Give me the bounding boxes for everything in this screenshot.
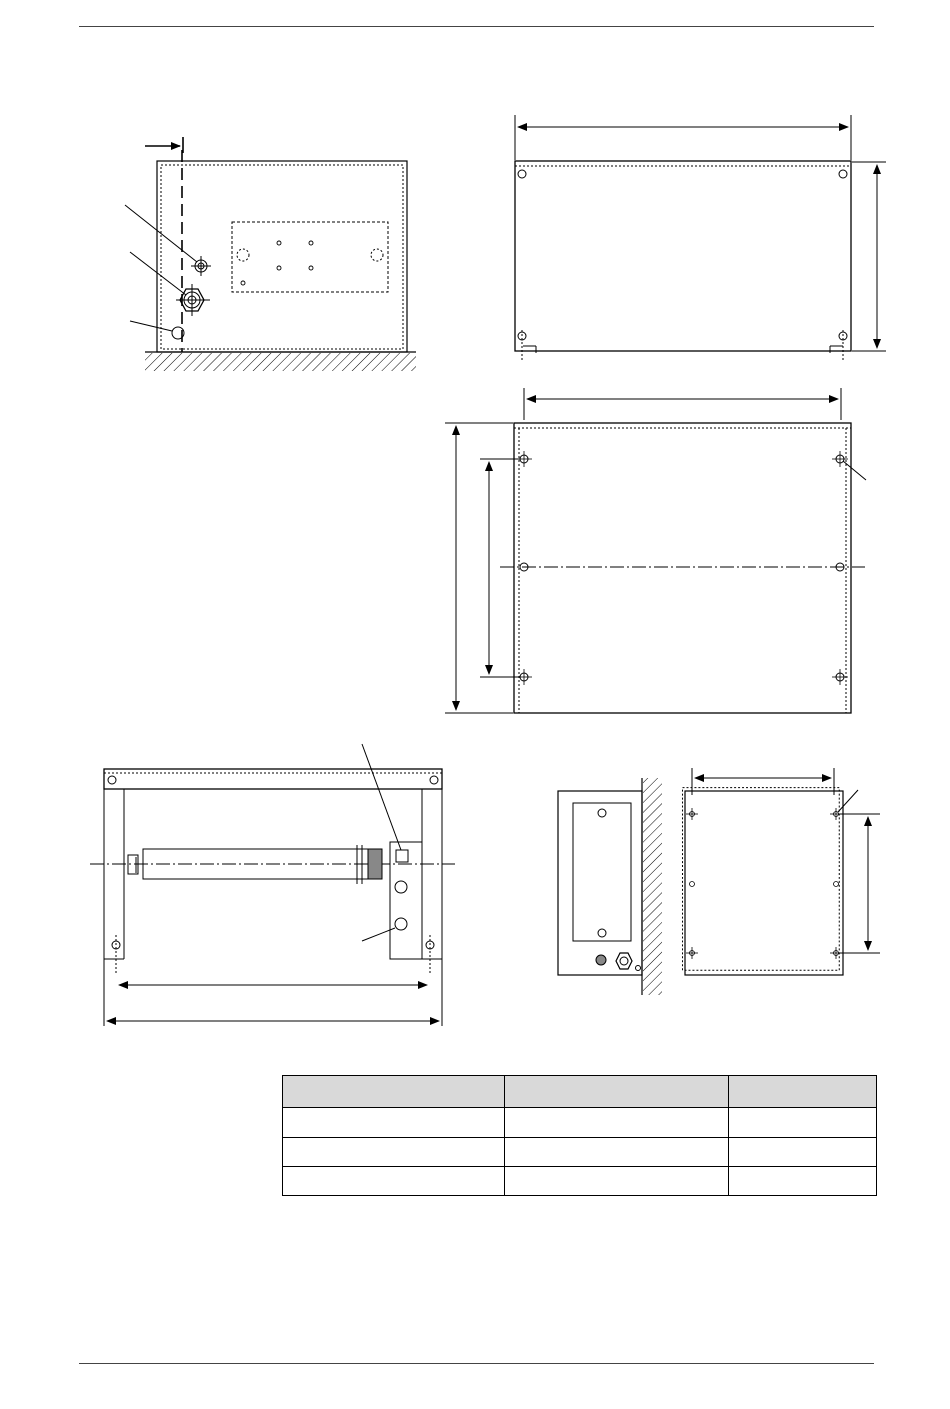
spec-table-header-cell <box>283 1076 505 1108</box>
spec-table-cell <box>505 1108 729 1137</box>
spec-table-cell <box>283 1137 505 1166</box>
spec-table-cell <box>283 1166 505 1195</box>
small-front-view <box>683 768 880 975</box>
spec-table-cell <box>729 1166 877 1195</box>
top-view <box>515 115 886 360</box>
small-gland-grey <box>596 955 606 965</box>
spec-table-row <box>283 1137 877 1166</box>
spec-table-header-cell <box>505 1076 729 1108</box>
spec-table-cell <box>729 1108 877 1137</box>
front-view <box>445 388 866 713</box>
internal-view <box>90 744 455 1026</box>
spec-table <box>282 1075 877 1196</box>
spec-table-row <box>283 1108 877 1137</box>
spec-table-cell <box>505 1137 729 1166</box>
small-side-view <box>558 778 662 995</box>
spec-table-row <box>283 1166 877 1195</box>
spec-table-header-row <box>283 1076 877 1108</box>
spec-table-cell <box>505 1166 729 1195</box>
spec-table-cell <box>729 1137 877 1166</box>
side-view <box>125 137 416 371</box>
spec-table-header-cell <box>729 1076 877 1108</box>
resistor-terminal-block <box>368 849 382 879</box>
spec-table-cell <box>283 1108 505 1137</box>
